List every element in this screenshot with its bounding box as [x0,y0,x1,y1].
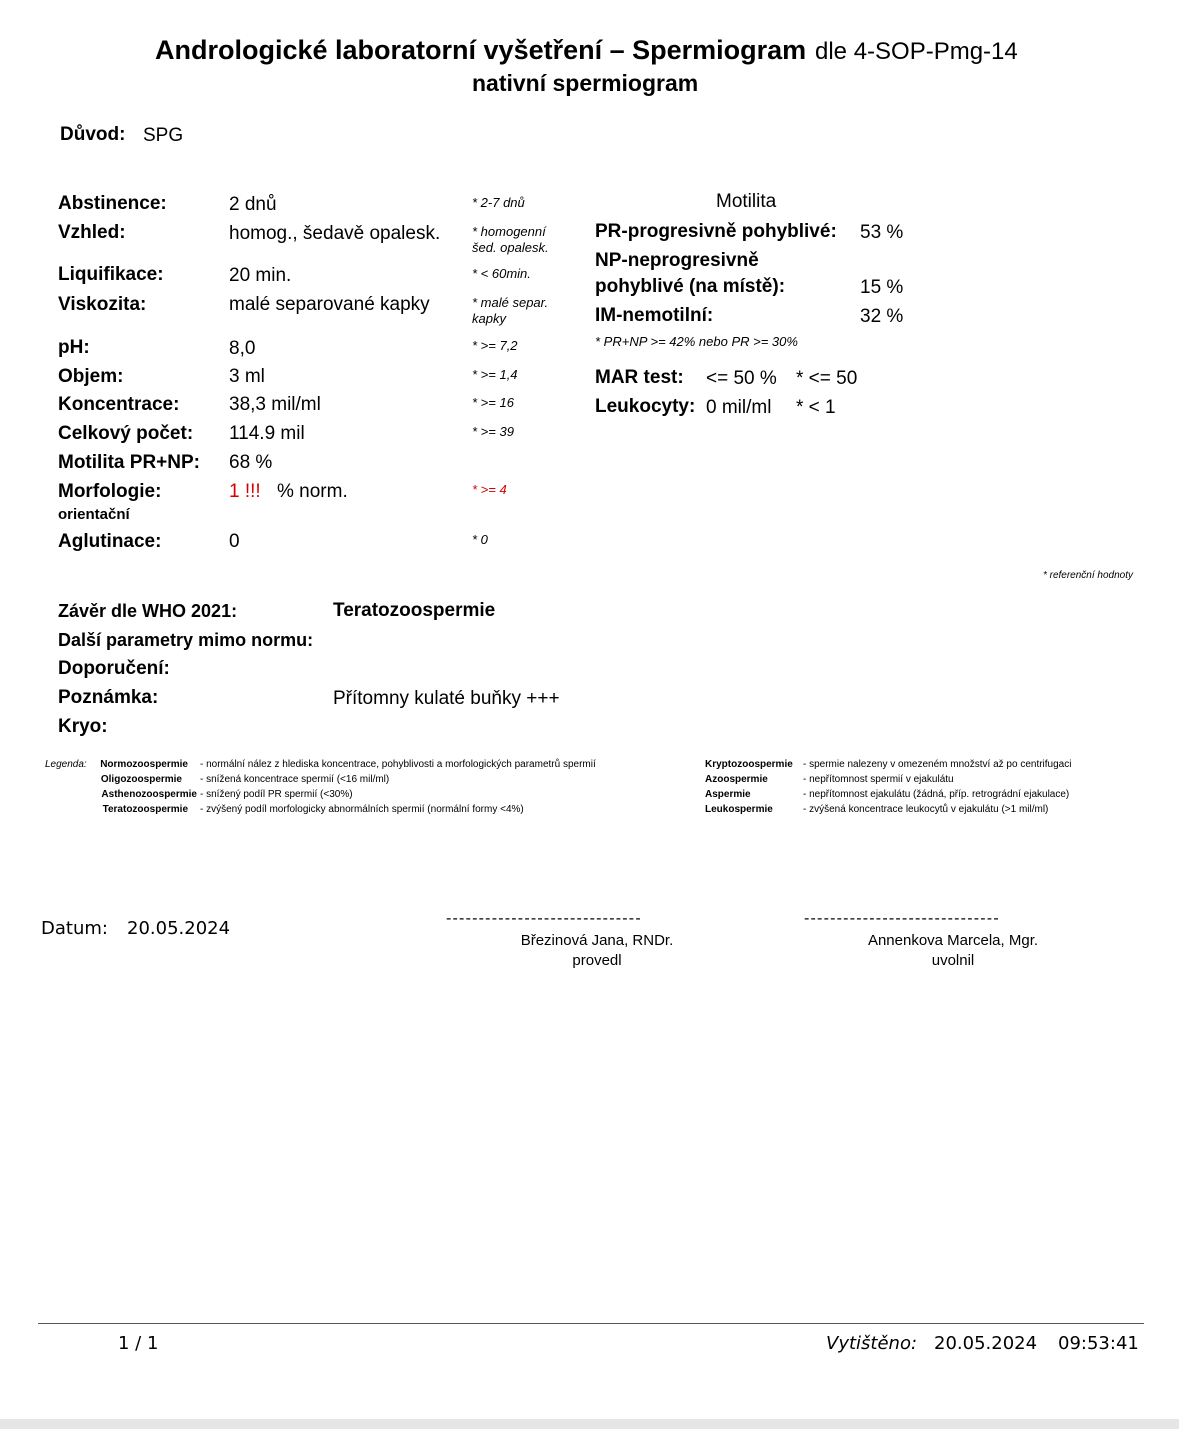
mar-value: <= 50 % [706,368,777,389]
koncentrace-ref: * >= 16 [472,395,514,410]
signature-2-name: Annenkova Marcela, Mgr. [867,932,1039,949]
leukocyty-label: Leukocyty: [595,396,696,417]
legend-desc: - snížený podíl PR spermií (<30%) [200,789,353,800]
legend-term: Kryptozoospermie [705,759,793,770]
pr-value: 53 % [860,222,904,243]
legend-desc: - nepřítomnost ejakulátu (žádná, příp. retrográdní ejakulace) [803,789,1070,800]
aglutinace-ref: * 0 [472,532,488,547]
signature-line-2: ------------------------------ [804,910,1000,927]
legend-term: Leukospermie [705,804,773,815]
legend-desc: - normální nález z hlediska koncentrace, pohyblivosti a morfologických parametrů spermií [200,759,596,770]
celkovy-pocet-ref: * >= 39 [472,424,514,439]
np-value: 15 % [860,277,904,298]
aglutinace-value: 0 [229,531,240,552]
page-subtitle: nativní spermiogram [472,70,699,96]
document-code: dle 4-SOP-Pmg-14 [815,38,1018,65]
viewer-bottom-bar [0,1419,1179,1429]
motilita-prnp-label: Motilita PR+NP: [58,452,200,473]
liquifikace-ref: * < 60min. [472,266,531,281]
celkovy-pocet-value: 114.9 mil [229,423,305,444]
legend-term: Aspermie [705,789,751,800]
mar-ref: * <= 50 [796,368,858,389]
np-label-line1: NP-neprogresivně [595,250,759,271]
morfologie-sublabel: orientační [58,506,130,523]
abstinence-value: 2 dnů [229,194,277,215]
liquifikace-value: 20 min. [229,265,292,286]
celkovy-pocet-label: Celkový počet: [58,423,194,444]
poznamka-value: Přítomny kulaté buňky +++ [333,688,560,709]
mar-label: MAR test: [595,367,684,388]
legend-desc: - nepřítomnost spermií v ejakulátu [803,774,954,785]
np-label-line2: pohyblivé (na místě): [595,276,786,297]
footer-divider [38,1323,1144,1324]
morfologie-label: Morfologie: [58,481,162,502]
legend-term: Asthenozoospermie [101,789,197,800]
zaver-value: Teratozoospermie [333,600,496,621]
legend-desc: - zvýšená koncentrace leukocytů v ejakulátu (>1 mil/ml) [803,804,1049,815]
ph-label: pH: [58,337,90,358]
kryo-label: Kryo: [58,716,108,737]
pr-label: PR-progresivně pohyblivé: [595,221,837,242]
im-label: IM-nemotilní: [595,305,714,326]
viskozita-label: Viskozita: [58,294,147,315]
legend-desc: - spermie nalezeny v omezeném množství až po centrifugaci [803,759,1072,770]
ph-value: 8,0 [229,338,256,359]
legend-desc: - zvýšený podíl morfologicky abnormálních spermií (normální formy <4%) [200,804,524,815]
legend-term: Teratozoospermie [102,804,188,815]
legend-term: Oligozoospermie [100,774,182,785]
date-label: Datum: [41,918,108,939]
legend-term: Normozoospermie [100,759,188,770]
abstinence-label: Abstinence: [58,193,167,214]
vzhled-ref: * homogenní šed. opalesk. [472,224,549,255]
vzhled-value: homog., šedavě opalesk. [229,223,441,244]
printed-time: 09:53:41 [1058,1333,1139,1354]
legend-title: Legenda: [45,759,87,770]
im-value: 32 % [860,306,904,327]
leukocyty-ref: * < 1 [796,397,836,418]
morfologie-unit: % norm. [277,481,348,502]
page-number: 1 / 1 [118,1333,159,1354]
signature-line-1: ------------------------------ [446,910,642,927]
page-title: Andrologické laboratorní vyšetření – Spermiogram [155,35,807,65]
motilita-title: Motilita [716,191,777,212]
date-value: 20.05.2024 [127,918,231,939]
viskozita-value: malé separované kapky [229,294,430,315]
objem-ref: * >= 1,4 [472,367,518,382]
morfologie-ref: * >= 4 [472,482,507,497]
koncentrace-label: Koncentrace: [58,394,180,415]
reference-note: * referenční hodnoty [1042,570,1133,581]
legend-desc: - snížená koncentrace spermií (<16 mil/ml) [200,774,390,785]
legend-term: Azoospermie [705,774,768,785]
objem-label: Objem: [58,366,124,387]
koncentrace-value: 38,3 mil/ml [229,394,321,415]
objem-value: 3 ml [229,366,265,387]
aglutinace-label: Aglutinace: [58,531,162,552]
ph-ref: * >= 7,2 [472,338,518,353]
motilita-ref: * PR+NP >= 42% nebo PR >= 30% [595,334,798,349]
signature-1-role: provedl [572,952,622,969]
morfologie-value: 1 !!! [229,481,261,502]
printed-date: 20.05.2024 [934,1333,1038,1354]
abstinence-ref: * 2-7 dnů [472,195,525,210]
signature-1-name: Březinová Jana, RNDr. [520,932,674,949]
viskozita-ref: * malé separ. kapky [472,295,549,326]
poznamka-label: Poznámka: [58,687,159,708]
reason-label: Důvod: [60,124,126,145]
zaver-label: Závěr dle WHO 2021: [58,601,238,621]
motilita-prnp-value: 68 % [229,452,273,473]
vzhled-label: Vzhled: [58,222,126,243]
signature-2-role: uvolnil [931,952,975,969]
reason-value: SPG [143,125,184,146]
doporuceni-label: Doporučení: [58,658,170,679]
dalsi-parametry-label: Další parametry mimo normu: [58,630,314,650]
printed-label: Vytištěno: [826,1333,918,1354]
leukocyty-value: 0 mil/ml [706,397,772,418]
liquifikace-label: Liquifikace: [58,264,164,285]
